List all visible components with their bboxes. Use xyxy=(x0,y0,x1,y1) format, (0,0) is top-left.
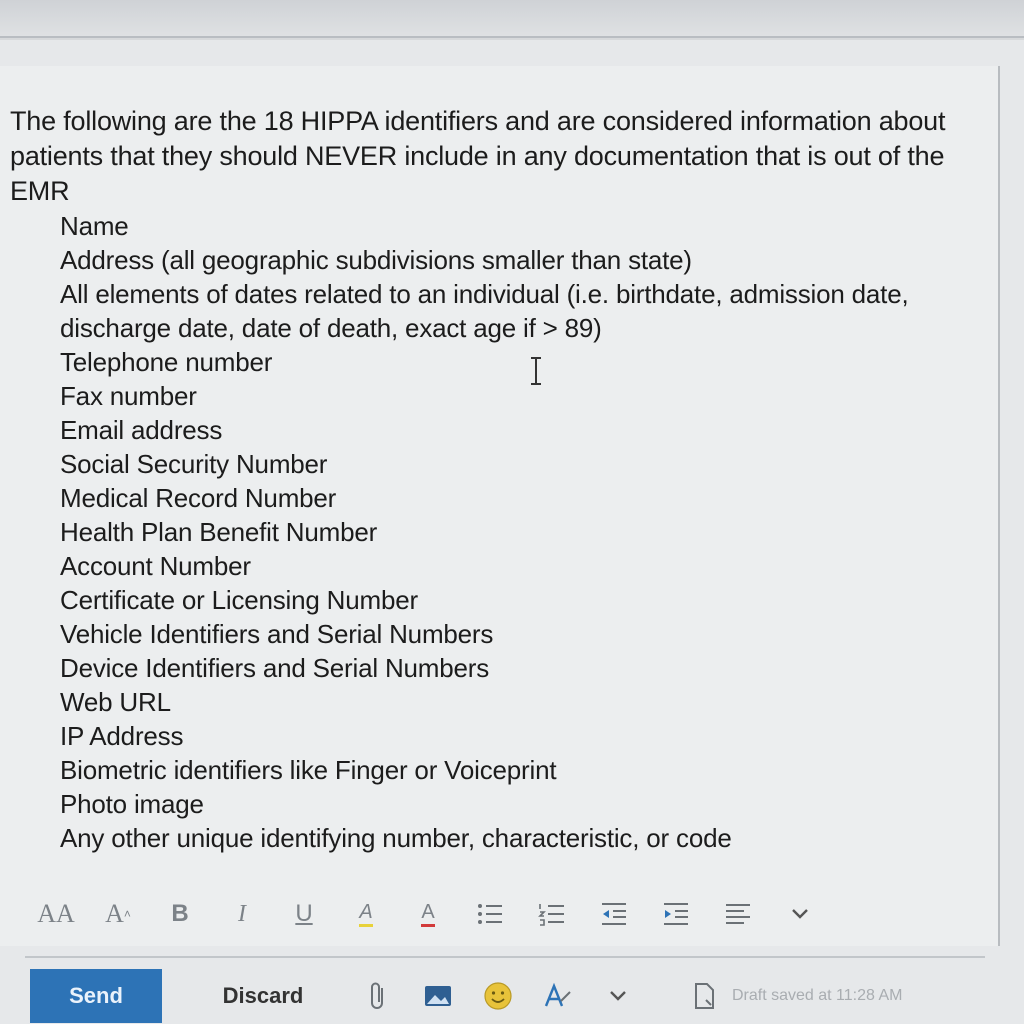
numbering-button[interactable] xyxy=(521,889,583,939)
numbered-list-icon xyxy=(537,899,567,929)
list-item: Name xyxy=(60,211,129,241)
font-size-icon: AA xyxy=(37,899,75,928)
bold-icon: B xyxy=(171,900,189,927)
grow-font-icon: A xyxy=(105,899,124,928)
pen-signature-icon xyxy=(541,979,575,1013)
italic-button[interactable] xyxy=(211,889,273,939)
list-item: Device Identifiers and Serial Numbers xyxy=(60,653,490,683)
insert-image-button[interactable] xyxy=(408,969,468,1023)
list-item: Telephone number xyxy=(60,347,273,377)
emoji-button[interactable] xyxy=(468,969,528,1023)
bold-button[interactable] xyxy=(149,889,211,939)
attach-button[interactable] xyxy=(348,969,408,1023)
draft-status-icon-wrap xyxy=(684,969,724,1023)
underline-button[interactable] xyxy=(273,889,335,939)
list-item: Social Security Number xyxy=(60,449,328,479)
paperclip-icon xyxy=(361,979,395,1013)
compose-actions xyxy=(0,968,1024,1024)
increase-indent-button[interactable] xyxy=(645,889,707,939)
highlight-icon: A xyxy=(359,901,372,927)
send-button[interactable]: Send xyxy=(30,969,162,1023)
list-item: Email address xyxy=(60,415,223,445)
list-item: Address (all geographic subdivisions smaller than state) xyxy=(60,245,692,275)
list-item: Web URL xyxy=(60,687,171,717)
underline-icon: U xyxy=(295,900,313,927)
chevron-down-icon xyxy=(601,979,635,1013)
list-item: Any other unique identifying number, characteristic, or code xyxy=(60,823,732,853)
intro-paragraph: The following are the 18 HIPPA identifiers and are considered information about patients that they should NEVER include in any documentation that is out of the EMR xyxy=(10,106,946,206)
font-size-button[interactable] xyxy=(25,889,87,939)
decrease-indent-icon xyxy=(599,899,629,929)
font-color-icon: A xyxy=(421,901,434,927)
list-item: Photo image xyxy=(60,789,204,819)
more-options-button[interactable] xyxy=(588,969,648,1023)
list-item: Account Number xyxy=(60,551,251,581)
more-formatting-button[interactable] xyxy=(769,889,831,939)
discard-button[interactable]: Discard xyxy=(178,969,348,1023)
bulleted-list-icon xyxy=(475,899,505,929)
emoji-icon xyxy=(481,979,515,1013)
list-item: Health Plan Benefit Number xyxy=(60,517,378,547)
list-item: Certificate or Licensing Number xyxy=(60,585,418,615)
draft-status: Draft saved at 11:28 AM xyxy=(732,987,903,1004)
list-item: Vehicle Identifiers and Serial Numbers xyxy=(60,619,494,649)
grow-font-button[interactable]: A ˄ xyxy=(105,899,131,928)
identifier-list xyxy=(60,209,995,855)
signature-button[interactable] xyxy=(528,969,588,1023)
highlight-button[interactable] xyxy=(335,889,397,939)
font-color-button[interactable] xyxy=(397,889,459,939)
text-cursor-icon xyxy=(528,356,544,386)
list-item: Fax number xyxy=(60,381,197,411)
list-item: All elements of dates related to an individual (i.e. birthdate, admission date, discharge date, date of death, exact age if > 89) xyxy=(60,279,909,343)
bullets-button[interactable] xyxy=(459,889,521,939)
italic-icon: I xyxy=(238,900,246,927)
document-icon xyxy=(687,979,721,1013)
image-icon xyxy=(421,979,455,1013)
toolbar-divider xyxy=(25,956,985,958)
formatting-toolbar xyxy=(25,885,985,943)
increase-indent-icon xyxy=(661,899,691,929)
window-top-strip xyxy=(0,0,1024,38)
compose-pane xyxy=(0,40,1024,1024)
align-button[interactable] xyxy=(707,889,769,939)
list-item: Medical Record Number xyxy=(60,483,337,513)
list-item: Biometric identifiers like Finger or Voiceprint xyxy=(60,755,557,785)
message-body[interactable] xyxy=(10,104,995,855)
message-body-editor[interactable] xyxy=(0,66,1000,946)
decrease-indent-button[interactable] xyxy=(583,889,645,939)
chevron-down-icon xyxy=(785,899,815,929)
list-item: IP Address xyxy=(60,721,184,751)
align-icon xyxy=(723,899,753,929)
